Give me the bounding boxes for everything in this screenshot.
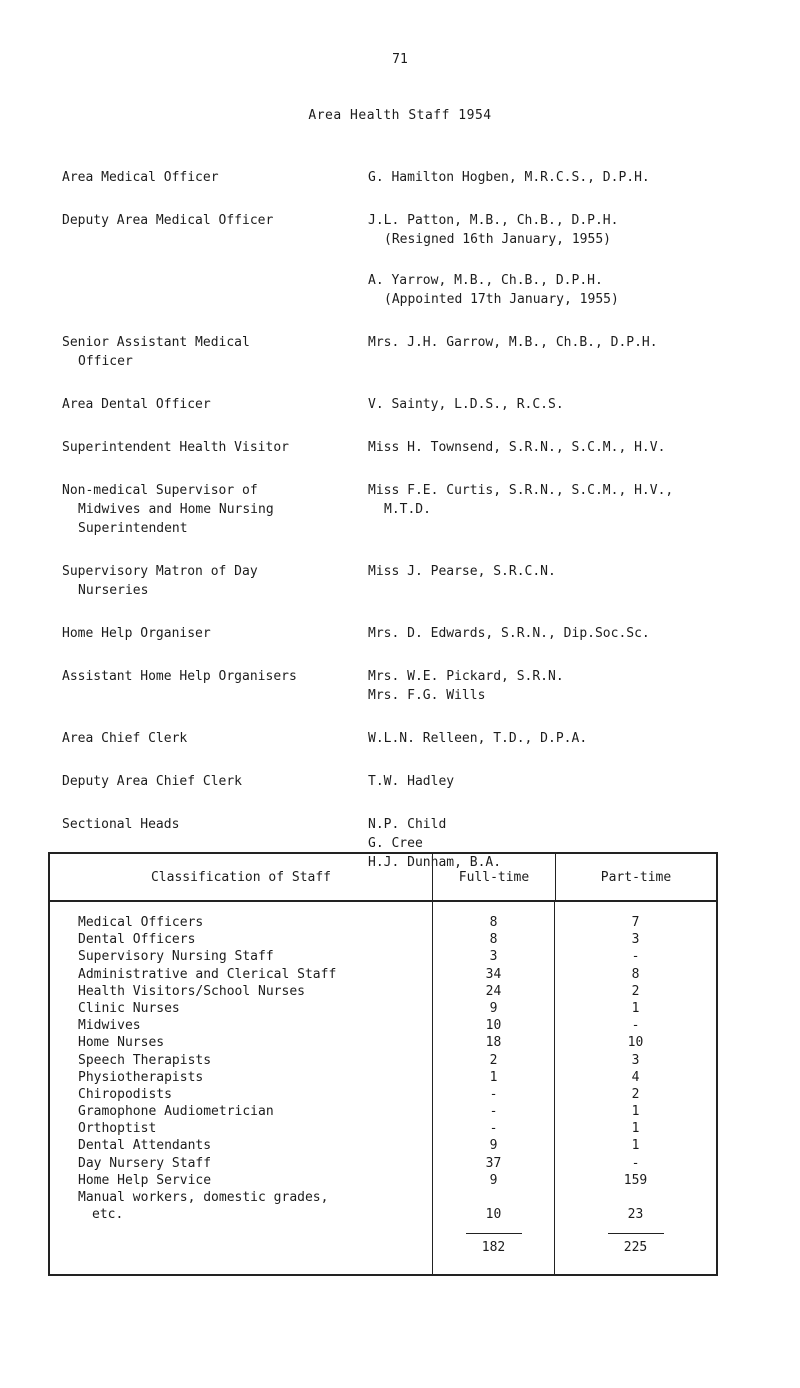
staff-holders xyxy=(368,395,762,414)
classification-label xyxy=(78,1069,432,1086)
staff-holders xyxy=(368,624,762,643)
full-time-value: 2 xyxy=(489,1052,498,1068)
role-line: Sectional Heads xyxy=(62,817,180,832)
part-time-column xyxy=(554,902,716,1276)
label-line: Midwives xyxy=(78,1018,141,1034)
staff-holders xyxy=(368,481,762,538)
holder xyxy=(368,333,762,352)
classification-label xyxy=(78,948,432,965)
holder xyxy=(368,815,762,834)
table-body xyxy=(50,902,716,1276)
holder xyxy=(368,686,762,705)
label-line: Manual workers, domestic grades, xyxy=(78,1190,329,1205)
total-rule xyxy=(466,1233,522,1234)
staff-role xyxy=(62,168,368,187)
part-time-value: 159 xyxy=(623,1172,648,1188)
role-line: Officer xyxy=(78,354,133,369)
staff-role xyxy=(62,729,368,748)
staff-row xyxy=(62,772,762,791)
classification-label xyxy=(78,914,432,931)
role-line: Area Medical Officer xyxy=(62,170,219,185)
role-line: Superintendent xyxy=(78,521,188,536)
holder-name: Miss H. Townsend, S.R.N., S.C.M., H.V. xyxy=(368,440,666,455)
classification-label xyxy=(78,1052,432,1069)
role-line: Senior Assistant Medical xyxy=(62,335,250,350)
full-time-value: 9 xyxy=(489,1172,498,1188)
label-line: Day Nursery Staff xyxy=(78,1155,212,1171)
staff-role xyxy=(62,772,368,791)
full-time-value: 37 xyxy=(485,1155,502,1171)
role-line: Deputy Area Chief Clerk xyxy=(62,774,243,789)
staff-row xyxy=(62,729,762,748)
holder-note: M.T.D. xyxy=(384,502,431,517)
label-line: Home Help Service xyxy=(78,1172,212,1188)
full-time-value: 1 xyxy=(489,1069,498,1085)
staff-row xyxy=(62,438,762,457)
page-number: 71 xyxy=(392,52,408,67)
staff-row xyxy=(62,481,762,538)
full-time-value: 18 xyxy=(485,1035,502,1051)
label-line: Gramophone Audiometrician xyxy=(78,1104,274,1120)
staff-holders xyxy=(368,333,762,371)
staff-row xyxy=(62,667,762,705)
classification-label xyxy=(78,1155,432,1172)
staff-holders xyxy=(368,438,762,457)
classification-label xyxy=(78,1189,432,1223)
part-time-value: 8 xyxy=(631,966,640,982)
header-part-time: Part-time xyxy=(555,854,716,900)
full-time-value: 9 xyxy=(489,1138,498,1154)
full-time-value: 24 xyxy=(485,983,502,999)
role-line: Area Dental Officer xyxy=(62,397,211,412)
role-line: Home Help Organiser xyxy=(62,626,211,641)
holder-name: Miss F.E. Curtis, S.R.N., S.C.M., H.V., xyxy=(368,483,674,498)
full-time-value: - xyxy=(489,1121,498,1137)
label-line: Administrative and Clerical Staff xyxy=(78,966,337,982)
header-classification: Classification of Staff xyxy=(150,869,331,885)
full-time-value: 3 xyxy=(489,949,498,965)
holder-name: V. Sainty, L.D.S., R.C.S. xyxy=(368,397,564,412)
full-time-value: 10 xyxy=(485,1207,502,1223)
staff-role xyxy=(62,395,368,414)
holder-name: T.W. Hadley xyxy=(368,774,455,789)
classification-label xyxy=(78,1034,432,1051)
part-time-value: 1 xyxy=(631,1104,640,1120)
staff-role xyxy=(62,211,368,309)
staff-holders xyxy=(368,168,762,187)
holder-name: Mrs. J.H. Garrow, M.B., Ch.B., D.P.H. xyxy=(368,335,658,350)
full-time-total: 182 xyxy=(481,1240,506,1256)
holder xyxy=(368,168,762,187)
staff-holders xyxy=(368,729,762,748)
full-time-column xyxy=(432,902,554,1276)
holder xyxy=(368,562,762,581)
part-time-value: 7 xyxy=(631,915,640,930)
holder-name: G. Hamilton Hogben, M.R.C.S., D.P.H. xyxy=(368,170,650,185)
classification-label xyxy=(78,966,432,983)
part-time-value: 2 xyxy=(631,983,640,999)
role-line: Superintendent Health Visitor xyxy=(62,440,289,455)
classification-label xyxy=(78,1172,432,1189)
label-line: Physiotherapists xyxy=(78,1069,204,1085)
part-time-value: 3 xyxy=(631,932,640,948)
label-line: Dental Officers xyxy=(78,932,196,948)
holder-name: Mrs. F.G. Wills xyxy=(368,688,486,703)
holder xyxy=(368,729,762,748)
holder xyxy=(368,395,762,414)
staff-role xyxy=(62,624,368,643)
full-time-value: 10 xyxy=(485,1018,502,1034)
part-time-value: 1 xyxy=(631,1121,640,1137)
holder-name: A. Yarrow, M.B., Ch.B., D.P.H. xyxy=(368,273,603,288)
table-header xyxy=(50,854,716,902)
classification-label xyxy=(78,1000,432,1017)
staff-role xyxy=(62,667,368,705)
full-time-value: - xyxy=(489,1086,498,1102)
staff-role xyxy=(62,438,368,457)
label-line: Speech Therapists xyxy=(78,1052,212,1068)
part-time-value: - xyxy=(631,1155,640,1171)
holder xyxy=(368,834,762,853)
label-line: Supervisory Nursing Staff xyxy=(78,949,274,965)
part-time-value: 1 xyxy=(631,1138,640,1154)
role-line: Deputy Area Medical Officer xyxy=(62,213,274,228)
staff-holders xyxy=(368,772,762,791)
staff-role xyxy=(62,562,368,600)
holder-name: G. Cree xyxy=(368,836,423,851)
holder xyxy=(368,772,762,791)
holder-name: Miss J. Pearse, S.R.C.N. xyxy=(368,564,556,579)
staff-row xyxy=(62,395,762,414)
part-time-value: 10 xyxy=(627,1035,644,1051)
part-time-value: - xyxy=(631,1018,640,1034)
label-line: Dental Attendants xyxy=(78,1138,212,1154)
classification-label xyxy=(78,1017,432,1034)
role-line: Area Chief Clerk xyxy=(62,731,188,746)
role-line: Supervisory Matron of Day xyxy=(62,564,258,579)
holder-name: Mrs. D. Edwards, S.R.N., Dip.Soc.Sc. xyxy=(368,626,650,641)
holder-name: H.J. Dunham, B.A. xyxy=(368,855,502,870)
part-time-value: 2 xyxy=(631,1086,640,1102)
staff-role xyxy=(62,481,368,538)
holder xyxy=(368,211,762,249)
staff-classification-table xyxy=(48,852,718,1276)
part-time-value: 1 xyxy=(631,1000,640,1016)
role-line: Nurseries xyxy=(78,583,149,598)
page-title: Area Health Staff 1954 xyxy=(308,108,492,123)
holder xyxy=(368,438,762,457)
staff-row xyxy=(62,211,762,309)
classification-label xyxy=(78,1103,432,1120)
holder xyxy=(368,271,762,309)
role-line: Midwives and Home Nursing xyxy=(78,502,274,517)
holder-name: Mrs. W.E. Pickard, S.R.N. xyxy=(368,669,564,684)
full-time-value: 8 xyxy=(489,915,498,930)
role-line: Non-medical Supervisor of xyxy=(62,483,258,498)
holder-name: W.L.N. Relleen, T.D., D.P.A. xyxy=(368,731,588,746)
role-line: Assistant Home Help Organisers xyxy=(62,669,297,684)
part-time-value: - xyxy=(631,949,640,965)
staff-row xyxy=(62,562,762,600)
part-time-value: 3 xyxy=(631,1052,640,1068)
label-line: etc. xyxy=(92,1207,124,1223)
holder-name: N.P. Child xyxy=(368,817,447,832)
holder-note: (Appointed 17th January, 1955) xyxy=(384,292,619,307)
staff-row xyxy=(62,333,762,371)
full-time-value: 34 xyxy=(485,966,502,982)
staff-holders xyxy=(368,211,762,309)
part-time-value: 23 xyxy=(627,1207,644,1223)
label-line: Health Visitors/School Nurses xyxy=(78,983,305,999)
full-time-value: 9 xyxy=(489,1000,498,1016)
holder-note: (Resigned 16th January, 1955) xyxy=(384,232,611,247)
label-line: Home Nurses xyxy=(78,1035,165,1051)
label-line: Clinic Nurses xyxy=(78,1000,180,1016)
holder xyxy=(368,667,762,686)
holder xyxy=(368,481,762,519)
full-time-value: 8 xyxy=(489,932,498,948)
classification-label xyxy=(78,931,432,948)
label-line: Medical Officers xyxy=(78,915,204,930)
label-line: Chiropodists xyxy=(78,1086,172,1102)
staff-role xyxy=(62,333,368,371)
staff-row xyxy=(62,624,762,643)
header-full-time: Full-time xyxy=(432,854,555,900)
label-line: Orthoptist xyxy=(78,1121,157,1137)
total-rule xyxy=(608,1233,664,1234)
part-time-value: 4 xyxy=(631,1069,640,1085)
classification-label xyxy=(78,1137,432,1154)
classification-label xyxy=(78,1086,432,1103)
part-time-total: 225 xyxy=(623,1240,648,1256)
holder xyxy=(368,624,762,643)
staff-holders xyxy=(368,562,762,600)
classification-label xyxy=(78,1120,432,1137)
holder-name: J.L. Patton, M.B., Ch.B., D.P.H. xyxy=(368,213,619,228)
staff-list xyxy=(62,168,762,896)
classification-label xyxy=(78,983,432,1000)
full-time-value: - xyxy=(489,1104,498,1120)
staff-row xyxy=(62,168,762,187)
classification-column xyxy=(50,902,432,1276)
staff-holders xyxy=(368,667,762,705)
